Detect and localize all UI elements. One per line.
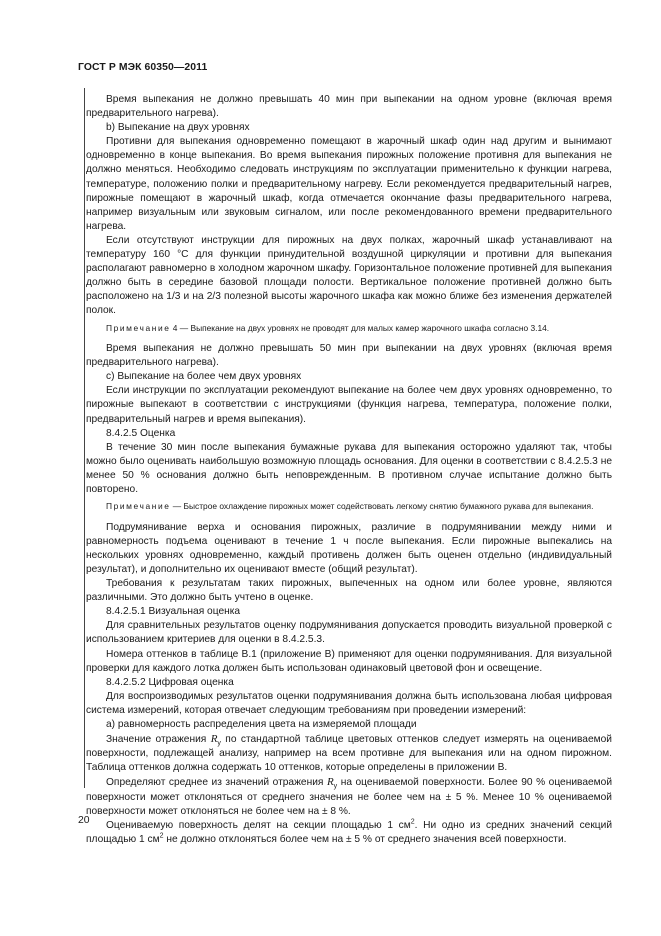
paragraph: Номера оттенков в таблице В.1 (приложение В) применяют для оценки подрумянивания. Для визуальной проверки для каждого лотка должен быть использован одинаковый цветовой фон и освещение. — [86, 648, 612, 674]
subsection-heading: b) Выпекание на двух уровнях — [106, 122, 250, 134]
variable: R — [210, 733, 218, 746]
section-heading: 8.4.2.5.2 Цифровая оценка — [106, 676, 234, 688]
text-run: Значение отражения — [106, 734, 211, 746]
text-run: по стандартной таблице цветовых оттенков следует измерять на оцениваемой поверхности, подлежащей анализу, например на всем противне для выпекания или на одном пирожном. Таблица оттенков должна содержать 10 оттенков, которые определены в приложении В. — [86, 734, 612, 774]
note-label: Примечание — [106, 322, 171, 333]
subsection-heading: а) равномерность распределения цвета на измеряемой площади — [106, 719, 417, 731]
paragraph: В течение 30 мин после выпекания бумажные рукава для выпекания осторожно удаляют так, чтобы можно было оценивать наибольшую возможную площадь основания. Для оценки в соответствии с 8.4.2.5.3 не менее 50 % основания должно быть неповрежденным. В противном случае испытание должно быть повторено. — [86, 441, 612, 496]
text-run: на оцениваемой поверхности. Более 90 % оцениваемой поверхности может отклоняться от среднего значения не более чем на ± 5 %. Менее 10 % оцениваемой поверхности может отклоняться не более чем на ± 8 %. — [86, 777, 613, 817]
note-text: — Быстрое охлаждение пирожных может содействовать легкому снятию бумажного рукава для выпекания. — [170, 501, 594, 512]
paragraph: Для воспроизводимых результатов оценки подрумянивания должна быть использована любая цифровая система измерений, которая отвечает следующим требованиям при проведении измерений: — [86, 690, 612, 716]
text-run: не должно отклоняться более чем на ± 5 % от среднего значения всей поверхности. — [163, 833, 567, 845]
note-text: 4 — Выпекание на двух уровнях не проводят для малых камер жарочного шкафа согласно 3.14. — [170, 322, 550, 333]
subsection-heading: с) Выпекание на более чем двух уровнях — [106, 371, 302, 383]
paragraph: Противни для выпекания одновременно помещают в жарочный шкаф один над другим и вынимают одновременно в конце выпекания. Во время выпекания пирожных положение противня для выпекания не должно меняться. Необходимо следовать инструкциям по эксплуатации применительно к функции нагрева, температуре, положению полки и предварительному нагреву. Если рекомендуется предварительный нагрев, пирожные помещают в жарочный шкаф, когда отмечается окончание фазы предварительного нагрева, например визуальным или звуковым сигналом, или после рекомендованного времени предварительного нагрева. — [86, 136, 612, 232]
subscript: y — [217, 740, 221, 748]
note — [86, 501, 612, 513]
note-label: Примечание — [106, 501, 171, 512]
paragraph — [86, 819, 612, 847]
page-number: 20 — [78, 815, 90, 826]
paragraph: Время выпекания не должно превышать 40 мин при выпекании на одном уровне (включая время предварительного нагрева). — [86, 94, 612, 120]
page-content — [86, 93, 612, 847]
section-heading: 8.4.2.5 Оценка — [106, 427, 176, 439]
text-run: Оцениваемую поверхность делят на секции площадью 1 см — [106, 819, 411, 831]
paragraph: Время выпекания не должно превышать 50 мин при выпекании на двух уровнях (включая время предварительного нагрева). — [86, 343, 612, 369]
paragraph: Для сравнительных результатов оценку подрумянивания допускается проводить визуальной проверкой с использованием критериев для оценки в 8.4.2.5.3. — [86, 620, 612, 646]
superscript: 2 — [410, 818, 415, 826]
section-heading: 8.4.2.5.1 Визуальная оценка — [106, 606, 241, 618]
page-header: ГОСТ Р МЭК 60350—2011 — [78, 62, 208, 73]
paragraph: Подрумянивание верха и основания пирожных, различие в подрумянивании между ними и равномерность подъема оценивают в течение 1 ч после выпекания. Если пирожные выпекались на нескольких уровнях одновременно, каждый противень должен быть оценен отдельно (индивидуальный результат), и дополнительно их оценивают вместе (общий результат). — [86, 521, 612, 575]
margin-rule — [84, 88, 85, 788]
note — [86, 323, 612, 335]
paragraph: Если инструкции по эксплуатации рекомендуют выпекание на более чем двух уровнях одновременно, то пирожные выпекают в соответствии с инструкциями (функция нагрева, температура, положение полки, предварительный нагрев и время выпекания). — [86, 385, 612, 425]
paragraph — [86, 732, 612, 775]
text-run: Определяют среднее из значений отражения — [106, 777, 327, 789]
text-run: . Ни одно из средних значений секций площадью 1 см — [86, 819, 613, 845]
superscript: 2 — [159, 832, 164, 840]
variable: R — [326, 776, 334, 789]
subscript: y — [333, 783, 338, 791]
paragraph: Требования к результатам таких пирожных, выпеченных на одном или более уровне, являются различными. Это должно быть учтено в оценке. — [86, 578, 612, 604]
paragraph: Если отсутствуют инструкции для пирожных на двух полках, жарочный шкаф устанавливают на температуру 160 °С для функции принудительной воздушной циркуляции и противни для выпекания располагают равномерно в холодном жарочном шкафу. Горизонтальное положение противней для выпекания должно быть в середине базовой площади полости. Вертикальное положение противней должно быть расположено на 1/3 и на 2/3 полезной высоты жарочного шкафа как можно ближе без изменения держателей полок. — [86, 234, 612, 317]
paragraph — [86, 775, 612, 818]
